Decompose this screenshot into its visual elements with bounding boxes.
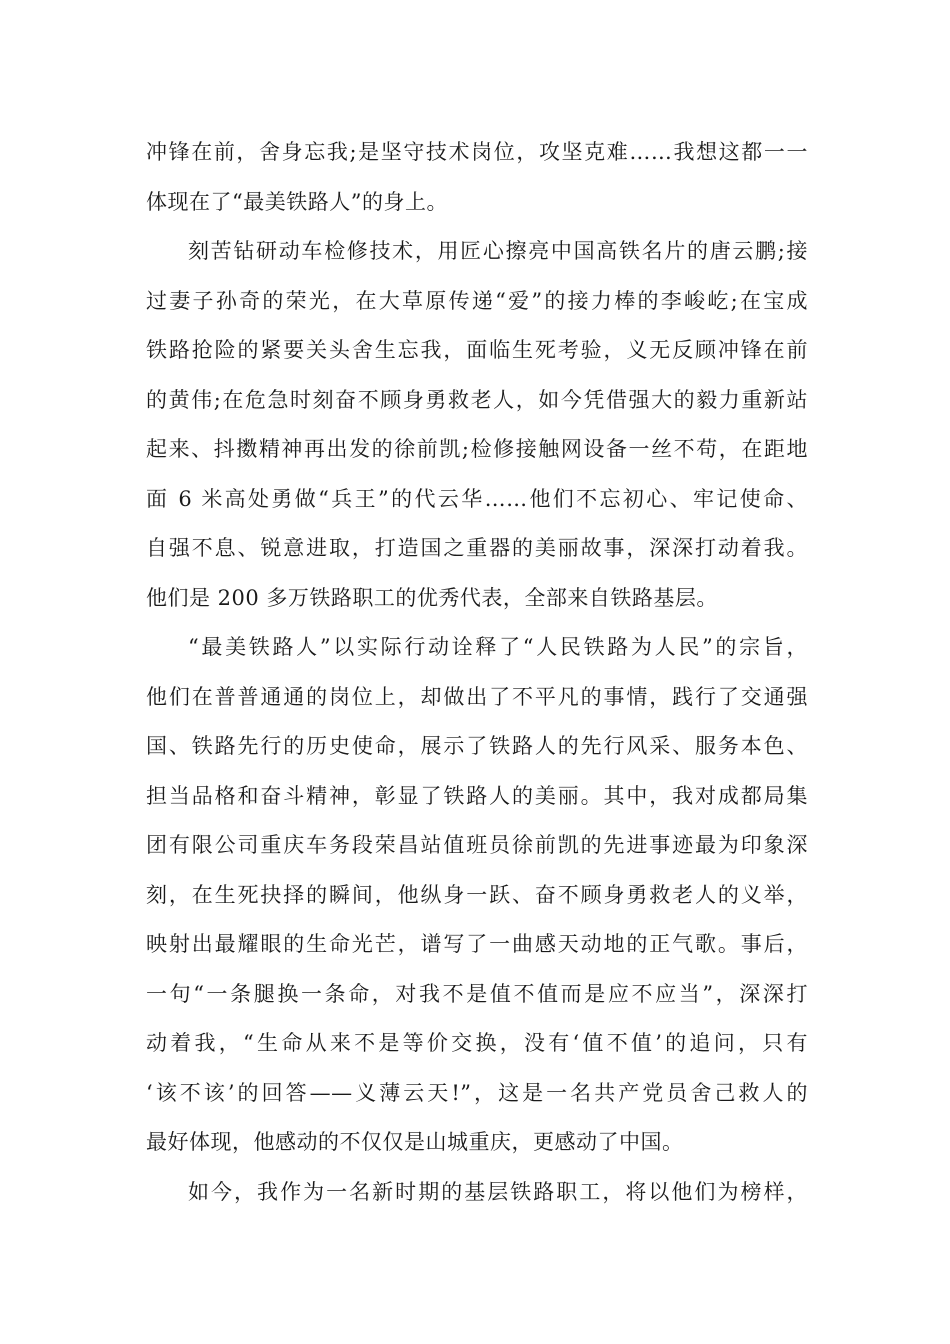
text-line: 铁路抢险的紧要关头舍生忘我，面临生死考验，义无反顾冲锋在前 bbox=[146, 338, 808, 362]
text-line: 的黄伟;在危急时刻奋不顾身勇救老人，如今凭借强大的毅力重新站 bbox=[146, 387, 808, 412]
text-line: 自强不息、锐意进取，打造国之重器的美丽故事，深深打动着我。 bbox=[146, 536, 808, 560]
text-line: ‘该不该’的回答——义薄云天!”，这是一名共产党员舍己救人的 bbox=[146, 1080, 808, 1105]
text-line: “最美铁路人”以实际行动诠释了“人民铁路为人民”的宗旨， bbox=[188, 635, 808, 659]
text-line: 他们在普普通通的岗位上，却做出了不平凡的事情，践行了交通强 bbox=[146, 684, 808, 709]
text-line: 动着我，“生命从来不是等价交换，没有‘值不值’的追问，只有 bbox=[146, 1031, 808, 1055]
text-line: 如今，我作为一名新时期的基层铁路职工，将以他们为榜样， bbox=[188, 1179, 808, 1204]
text-line: 国、铁路先行的历史使命，展示了铁路人的先行风采、服务本色、 bbox=[146, 734, 808, 758]
text-line: 映射出最耀眼的生命光芒，谱写了一曲感天动地的正气歌。事后， bbox=[146, 932, 808, 956]
text-line: 一句“一条腿换一条命，对我不是值不值而是应不应当”，深深打 bbox=[146, 981, 808, 1006]
text-line: 最好体现，他感动的不仅仅是山城重庆，更感动了中国。 bbox=[146, 1130, 684, 1154]
text-line: 团有限公司重庆车务段荣昌站值班员徐前凯的先进事迹最为印象深 bbox=[146, 833, 808, 857]
text-line: 担当品格和奋斗精神，彰显了铁路人的美丽。其中，我对成都局集 bbox=[146, 783, 808, 808]
text-line: 刻苦钻研动车检修技术，用匠心擦亮中国高铁名片的唐云鹏;接 bbox=[188, 239, 808, 263]
text-line: 面 6 米高处勇做“兵王”的代云华……他们不忘初心、牢记使命、 bbox=[146, 486, 808, 511]
text-line: 刻，在生死抉择的瞬间，他纵身一跃、奋不顾身勇救老人的义举， bbox=[146, 882, 808, 907]
text-line: 体现在了“最美铁路人”的身上。 bbox=[146, 189, 448, 214]
text-line: 过妻子孙奇的荣光，在大草原传递“爱”的接力棒的李峻屹;在宝成 bbox=[146, 288, 808, 313]
text-line: 他们是 200 多万铁路职工的优秀代表，全部来自铁路基层。 bbox=[146, 585, 718, 610]
text-line: 冲锋在前，舍身忘我;是坚守技术岗位，攻坚克难……我想这都一一 bbox=[146, 140, 808, 164]
text-line: 起来、抖擞精神再出发的徐前凯;检修接触网设备一丝不苟，在距地 bbox=[146, 437, 808, 461]
document-body bbox=[146, 128, 808, 1217]
